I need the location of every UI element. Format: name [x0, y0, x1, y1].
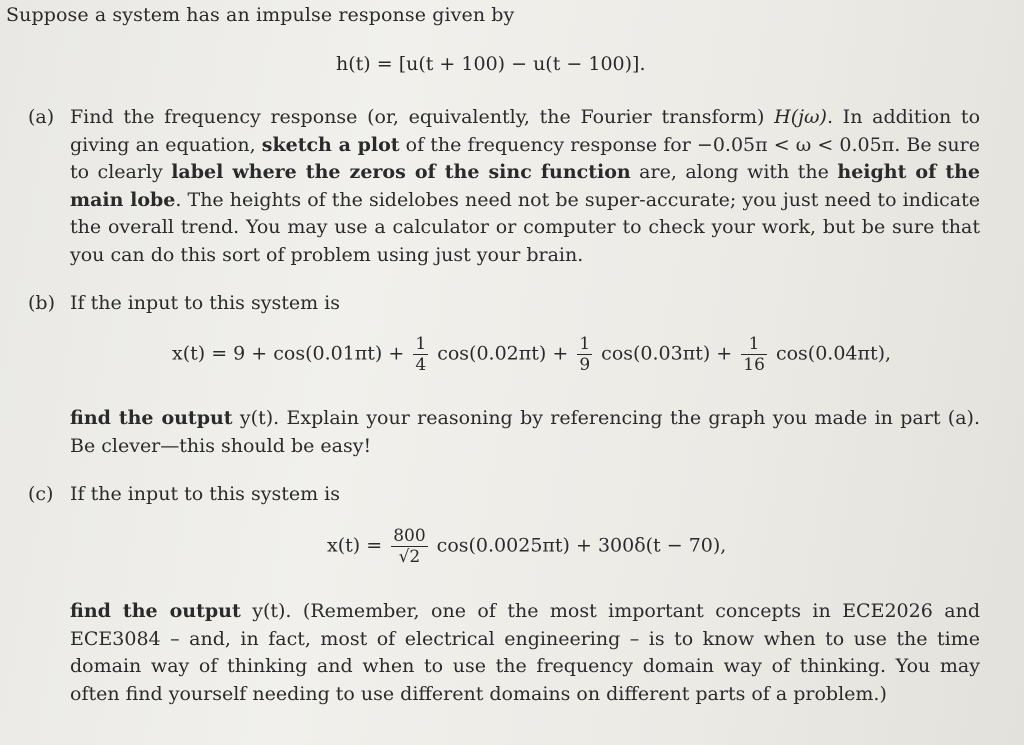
part-c-t1: y(t). (Remember, one of the most important concepts in ECE2026 and ECE3084 – and, in fact, most of electrical engineering – is to know when to use the time domain way of thinking and when to use the frequency domain way of thinking. You may often find yourself needing to use different domains on different parts of a problem.) [70, 600, 980, 705]
part-a-text [70, 104, 980, 269]
part-b-label: (b) [28, 292, 55, 314]
eq-c-rest: cos(0.0025πt) + 300δ(t − 70), [430, 534, 727, 557]
part-c-intro: If the input to this system is [70, 483, 340, 505]
part-b-question [70, 405, 980, 460]
part-a-label: (a) [28, 106, 55, 128]
part-a-t4: are, along with the [630, 161, 838, 183]
part-b-t1: y(t). Explain your reasoning by referencing the graph you made in part (a). Be clever—this should be easy! [70, 407, 980, 457]
intro-text: Suppose a system has an impulse response given by [6, 4, 515, 26]
eq-b-m2: cos(0.03πt) + [595, 342, 739, 365]
part-c-bold-find: find the output [70, 600, 241, 622]
part-c-question [70, 598, 980, 708]
fraction-1-16: $\frac{1}{16}$ [743, 334, 765, 375]
impulse-response-equation: h(t) = [u(t + 100) − u(t − 100)]. [336, 53, 646, 75]
eq-b-lhs: x(t) = 9 + cos(0.01πt) + [172, 342, 411, 365]
eq-b-m3: cos(0.04πt), [769, 342, 892, 365]
part-a-bold-sketch: sketch a plot [261, 133, 400, 156]
eq-c-lhs: x(t) = [327, 534, 389, 557]
part-b-bold-find: find the output [70, 407, 233, 429]
part-b-intro: If the input to this system is [70, 292, 340, 314]
input-equation-b [172, 334, 891, 375]
part-a-hjw: H(jω) [774, 106, 827, 128]
part-a-t1: Find the frequency response (or, equivalently, the Fourier transform) [70, 106, 775, 128]
eq-b-m1: cos(0.02πt) + [431, 342, 575, 365]
fraction-800-sqrt2: $\frac{800}{√2}$ [393, 526, 426, 567]
part-c-label: (c) [28, 483, 54, 505]
part-a-t2: . In addition to giving an equation, [70, 106, 981, 156]
input-equation-c [327, 526, 726, 567]
part-a-bold-zeros: label where the zeros of the sinc function [171, 161, 631, 183]
part-a-t3: of the frequency response for −0.05π < ω < 0.05π. Be sure to clearly [70, 133, 980, 183]
part-a-bold-height: height of the main lobe [70, 161, 981, 211]
fraction-1-4: $\frac{1}{4}$ [415, 334, 427, 375]
part-a-t5: . The heights of the sidelobes need not be super-accurate; you just need to indicate the overall trend. You may use a calculator or computer to check your work, but be sure that you can do this sort of problem using just your brain. [70, 188, 981, 266]
fraction-1-9: $\frac{1}{9}$ [579, 334, 591, 375]
